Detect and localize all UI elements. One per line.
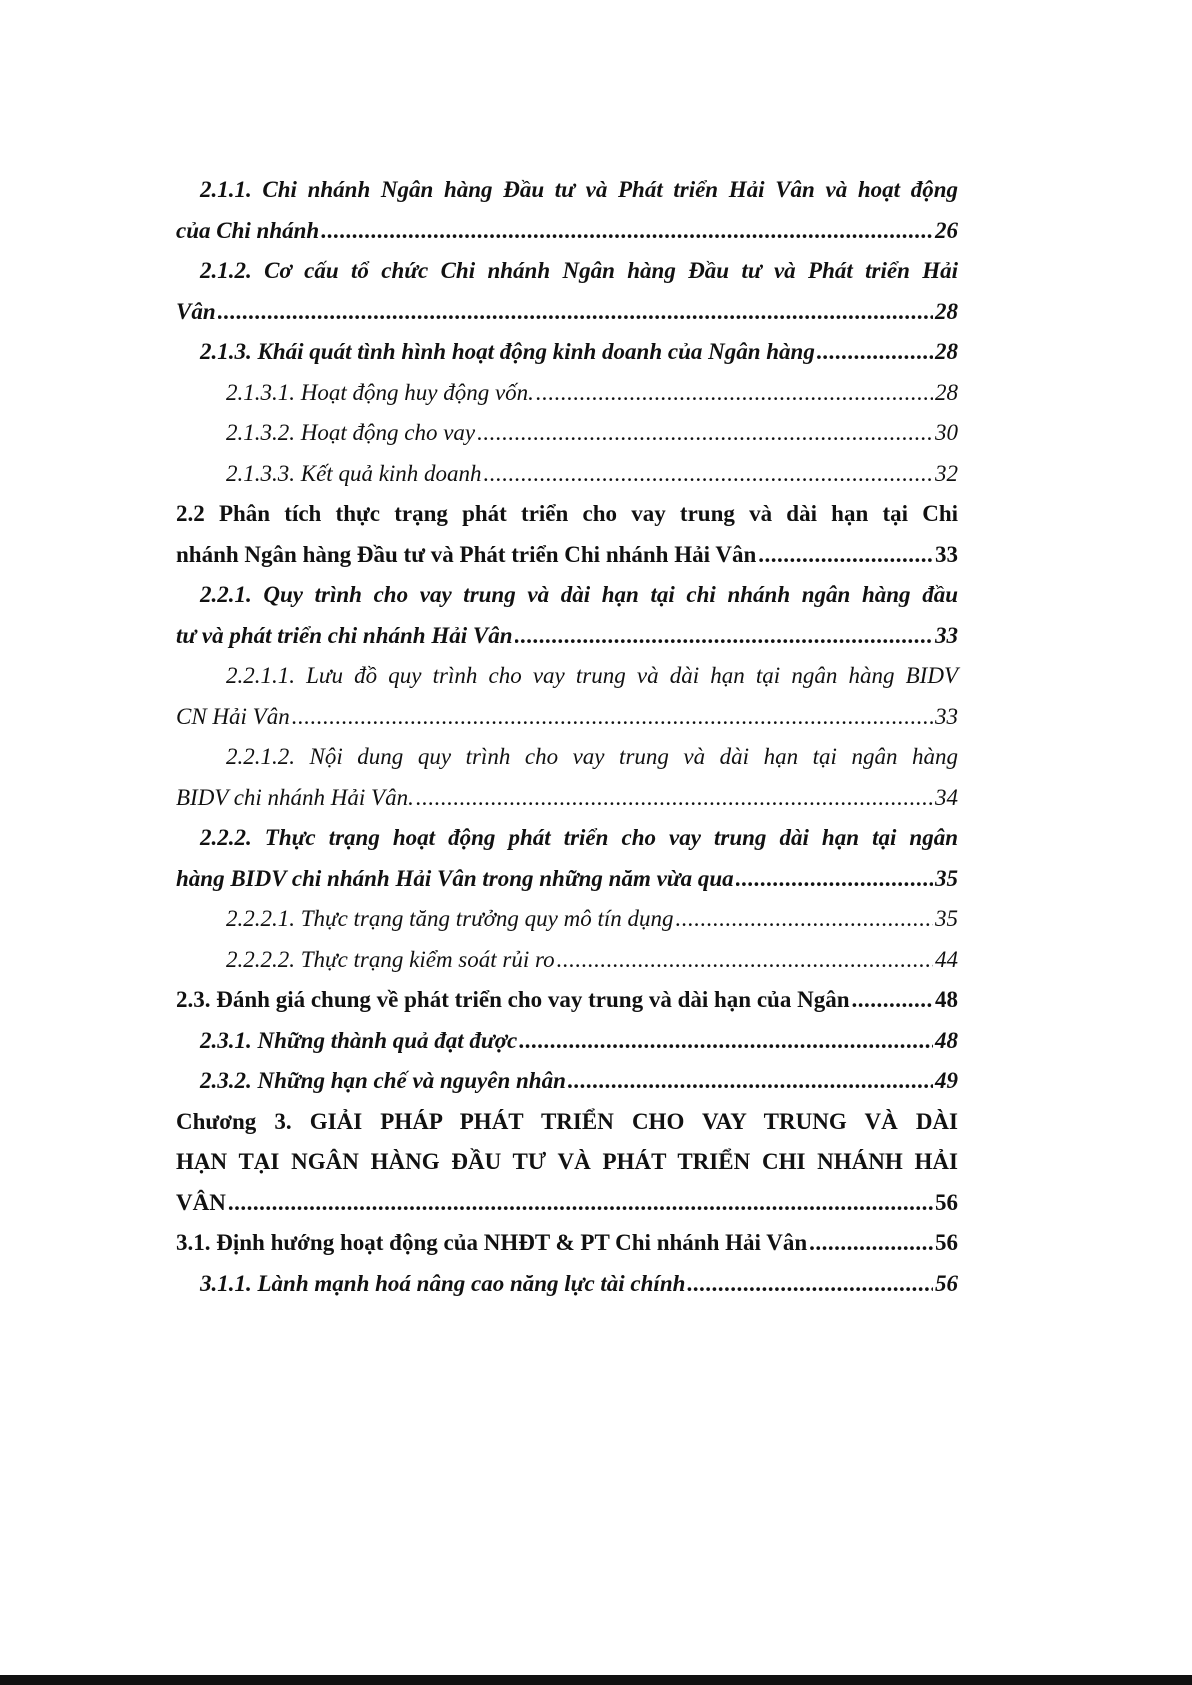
toc-page-number: 30 — [935, 420, 958, 445]
toc-entry-text: 2.3. Đánh giá chung về phát triển cho vay trung và dài hạn của Ngân — [176, 987, 850, 1012]
dot-leader — [676, 899, 933, 940]
toc-page-number: 33 — [935, 703, 958, 729]
toc-entry-2-2-2-2[interactable] — [176, 940, 958, 981]
toc-page-number: 56 — [935, 1189, 958, 1215]
toc-entry-text: 2.1.3.1. Hoạt động huy động vốn. — [226, 379, 534, 405]
toc-entry-2-2-1-1[interactable] — [176, 656, 958, 737]
toc-entry-text: BIDV chi nhánh Hải Vân. — [176, 784, 414, 810]
toc-entry-2-1-3[interactable] — [176, 332, 958, 373]
toc-entry-text: 2.2.2.2. Thực trạng kiểm soát rủi ro — [226, 946, 555, 972]
toc-entry-text: 2.2.2.1. Thực trạng tăng trưởng quy mô tín dụng — [226, 906, 674, 931]
toc-page-number: 28 — [935, 298, 958, 324]
dot-leader — [568, 1061, 933, 1102]
toc-page-number: 33 — [935, 622, 958, 648]
toc-entry-text: 2.3.1. Những thành quả đạt được — [200, 1027, 518, 1053]
toc-entry-text: 2.2.2. Thực trạng hoạt động phát triển cho vay trung dài hạn tại ngân — [200, 825, 958, 850]
dot-leader — [736, 859, 933, 900]
dot-leader — [218, 292, 933, 333]
toc-page-number: 44 — [935, 946, 958, 972]
toc-entry-2-2-2[interactable] — [176, 818, 958, 899]
dot-leader — [557, 940, 933, 981]
toc-entry-2-2[interactable] — [176, 494, 958, 575]
toc-page-number: 26 — [935, 217, 958, 243]
toc-entry-2-1-1[interactable] — [176, 170, 958, 251]
toc-entry-text: của Chi nhánh — [176, 217, 320, 243]
toc-entry-text: 2.1.3.3. Kết quả kinh doanh — [226, 460, 482, 486]
toc-page-number: 34 — [935, 784, 958, 810]
toc-page-number: 32 — [935, 460, 958, 486]
toc-entry-text: 3.1.1. Lành mạnh hoá nâng cao năng lực tài chính — [200, 1270, 686, 1296]
toc-entry-chapter-3[interactable] — [176, 1102, 958, 1224]
dot-leader — [852, 980, 934, 1021]
toc-entry-3-1-1[interactable] — [176, 1264, 958, 1305]
dot-leader — [484, 454, 933, 495]
toc-entry-2-1-3-3[interactable] — [176, 454, 958, 495]
toc-entry-2-3-1[interactable] — [176, 1021, 958, 1062]
dot-leader — [416, 778, 933, 819]
toc-entry-2-2-1[interactable] — [176, 575, 958, 656]
toc-entry-text: 2.3.2. Những hạn chế và nguyên nhân — [200, 1068, 566, 1093]
toc-page-number: 49 — [935, 1068, 958, 1093]
page-bottom-border — [0, 1675, 1192, 1685]
toc-entry-text: 2.2 Phân tích thực trạng phát triển cho vay trung và dài hạn tại Chi — [176, 501, 958, 526]
toc-entry-text: VÂN — [176, 1189, 226, 1215]
toc-page-number: 35 — [935, 906, 958, 931]
toc-entry-text: Vân — [176, 298, 216, 324]
toc-page-number: 56 — [935, 1270, 958, 1296]
toc-entry-text: 2.1.1. Chi nhánh Ngân hàng Đầu tư và Phát triển Hải Vân và hoạt động — [200, 177, 958, 202]
toc-page-number: 33 — [935, 541, 958, 567]
dot-leader — [292, 697, 933, 738]
toc-entry-2-1-3-2[interactable] — [176, 413, 958, 454]
toc-entry-text: tư và phát triển chi nhánh Hải Vân — [176, 622, 513, 648]
toc-entry-text: CN Hải Vân — [176, 703, 290, 729]
toc-entry-3-1[interactable] — [176, 1223, 958, 1264]
toc-entry-text: Chương 3. GIẢI PHÁP PHÁT TRIỂN CHO VAY TRUNG VÀ DÀI — [176, 1108, 958, 1134]
toc-entry-text: 2.2.1. Quy trình cho vay trung và dài hạn tại chi nhánh ngân hàng đầu — [200, 582, 958, 607]
dot-leader — [519, 1021, 933, 1062]
toc-entry-text: 2.1.3.2. Hoạt động cho vay — [226, 420, 476, 445]
toc-entry-text: 3.1. Định hướng hoạt động của NHĐT & PT Chi nhánh Hải Vân — [176, 1230, 808, 1255]
dot-leader — [228, 1183, 933, 1224]
toc-page-number: 28 — [935, 379, 958, 405]
toc-entry-text: 2.2.1.1. Lưu đồ quy trình cho vay trung và dài hạn tại ngân hàng BIDV — [226, 663, 958, 688]
dot-leader — [515, 616, 933, 657]
toc-entry-text: 2.2.1.2. Nội dung quy trình cho vay trung và dài hạn tại ngân hàng — [226, 744, 958, 769]
toc-page-number: 35 — [935, 865, 958, 891]
toc-entry-2-2-1-2[interactable] — [176, 737, 958, 818]
toc-entry-text: hàng BIDV chi nhánh Hải Vân trong những năm vừa qua — [176, 865, 734, 891]
toc-page-number: 48 — [935, 987, 958, 1012]
dot-leader — [687, 1264, 933, 1305]
dot-leader — [536, 373, 933, 414]
table-of-contents — [176, 170, 958, 1304]
toc-page-number: 48 — [935, 1027, 958, 1053]
dot-leader — [321, 211, 933, 252]
toc-entry-text: nhánh Ngân hàng Đầu tư và Phát triển Chi nhánh Hải Vân — [176, 541, 757, 567]
toc-entry-2-2-2-1[interactable] — [176, 899, 958, 940]
dot-leader — [809, 1223, 933, 1264]
toc-entry-2-1-2[interactable] — [176, 251, 958, 332]
toc-page-number: 28 — [935, 339, 958, 364]
toc-entry-2-1-3-1[interactable] — [176, 373, 958, 414]
dot-leader — [758, 535, 933, 576]
dot-leader — [817, 332, 933, 373]
dot-leader — [477, 413, 933, 454]
toc-entry-2-3-2[interactable] — [176, 1061, 958, 1102]
toc-page-number: 56 — [935, 1230, 958, 1255]
toc-entry-text: HẠN TẠI NGÂN HÀNG ĐẦU TƯ VÀ PHÁT TRIỂN CHI NHÁNH HẢI — [176, 1149, 958, 1174]
toc-entry-text: 2.1.3. Khái quát tình hình hoạt động kinh doanh của Ngân hàng — [200, 339, 815, 364]
toc-entry-2-3[interactable] — [176, 980, 958, 1021]
toc-entry-text: 2.1.2. Cơ cấu tổ chức Chi nhánh Ngân hàng Đầu tư và Phát triển Hải — [200, 258, 958, 283]
